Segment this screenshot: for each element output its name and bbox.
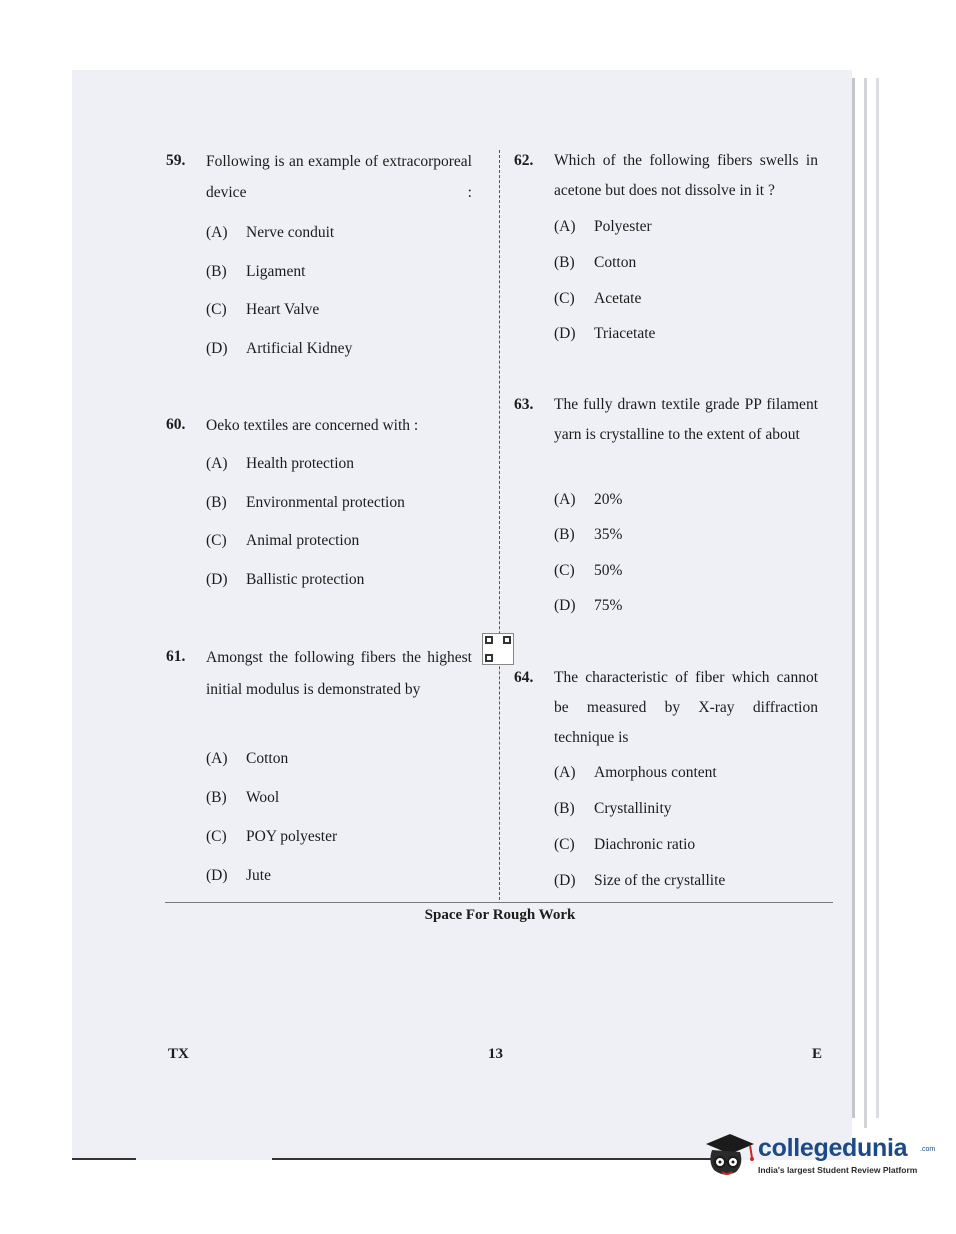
option-label: (A) — [554, 764, 576, 781]
question-text: Oeko textiles are concerned with : — [206, 417, 419, 434]
option-a — [554, 491, 622, 509]
rough-work-heading: Space For Rough Work — [424, 907, 576, 923]
option-label: (C) — [206, 532, 227, 549]
option-text: Artificial Kidney — [246, 340, 353, 357]
question-number: 63. — [514, 396, 534, 413]
page-edge — [852, 78, 855, 1118]
option-label: (D) — [206, 571, 228, 588]
option-a — [554, 218, 652, 236]
option-d — [206, 340, 352, 358]
option-d — [554, 325, 655, 343]
option-text: 75% — [594, 597, 623, 614]
option-text: Ballistic protection — [246, 571, 365, 588]
option-a — [206, 750, 288, 768]
rough-work-rule — [165, 902, 833, 903]
option-text: Acetate — [594, 290, 642, 307]
option-text: Polyester — [594, 218, 652, 235]
option-b — [206, 263, 305, 281]
option-label: (B) — [554, 254, 575, 271]
bottom-rule — [272, 1158, 712, 1160]
option-text: POY polyester — [246, 828, 338, 845]
question-text: The characteristic of fiber which cannot be measured by X-ray diffraction technique is — [554, 669, 818, 746]
question-number: 61. — [166, 648, 186, 665]
option-text: Size of the crystallite — [594, 872, 726, 889]
brand-domain: .com — [920, 1146, 936, 1153]
option-label: (A) — [206, 455, 228, 472]
qr-code-icon — [482, 633, 514, 665]
option-text: 50% — [594, 562, 623, 579]
brand-name: collegedunia — [758, 1134, 908, 1162]
column-divider — [499, 150, 500, 900]
right-column — [514, 0, 818, 1234]
option-b — [206, 494, 405, 512]
question-text: Following is an example of extracorporeal device : — [206, 153, 472, 201]
option-label: (B) — [206, 789, 227, 806]
option-text: Animal protection — [246, 532, 360, 549]
question-number: 64. — [514, 669, 534, 686]
option-b — [554, 254, 636, 272]
question-text: The fully drawn textile grade PP filament yarn is crystalline to the extent of about — [554, 396, 818, 443]
option-label: (C) — [206, 828, 227, 845]
graduate-mascot-icon — [700, 1130, 756, 1190]
option-c — [206, 828, 337, 846]
option-text: 35% — [594, 526, 623, 543]
option-c — [554, 290, 641, 308]
option-label: (A) — [206, 750, 228, 767]
page-edge — [864, 78, 867, 1128]
option-a — [206, 455, 354, 473]
question-number: 59. — [166, 152, 186, 169]
option-label: (B) — [206, 494, 227, 511]
question-text: Which of the following fibers swells in acetone but does not dissolve in it ? — [554, 152, 818, 199]
question-number: 62. — [514, 152, 534, 169]
bottom-rule — [72, 1158, 136, 1160]
option-c — [206, 532, 359, 550]
option-text: Triacetate — [594, 325, 656, 342]
option-text: Nerve conduit — [246, 224, 335, 241]
option-label: (C) — [554, 836, 575, 853]
option-label: (D) — [554, 325, 576, 342]
option-label: (D) — [554, 872, 576, 889]
question-text: Amongst the following fibers the highest initial modulus is demonstrated by — [206, 649, 472, 698]
question-number: 60. — [166, 416, 186, 433]
brand-tagline: India's largest Student Review Platform — [758, 1165, 918, 1175]
page-edge — [876, 78, 879, 1118]
option-c — [206, 301, 319, 319]
option-b — [206, 789, 279, 807]
footer-series: E — [812, 1046, 823, 1062]
option-label: (B) — [554, 800, 575, 817]
left-column — [166, 0, 472, 1234]
option-d — [554, 872, 725, 890]
option-label: (D) — [206, 340, 228, 357]
option-label: (A) — [554, 218, 576, 235]
option-a — [554, 764, 717, 782]
option-label: (D) — [206, 867, 228, 884]
option-b — [554, 800, 672, 818]
option-d — [206, 867, 271, 885]
option-label: (D) — [554, 597, 576, 614]
option-label: (B) — [554, 526, 575, 543]
option-label: (A) — [206, 224, 228, 241]
option-text: Heart Valve — [246, 301, 320, 318]
option-c — [554, 562, 622, 580]
option-label: (C) — [206, 301, 227, 318]
footer-page-number: 13 — [488, 1046, 503, 1062]
option-text: 20% — [594, 491, 623, 508]
option-text: Cotton — [246, 750, 289, 767]
option-text: Wool — [246, 789, 280, 806]
option-text: Health protection — [246, 455, 355, 472]
option-label: (A) — [554, 491, 576, 508]
option-text: Diachronic ratio — [594, 836, 696, 853]
option-text: Amorphous content — [594, 764, 717, 781]
collegedunia-logo — [700, 1130, 940, 1190]
option-text: Ligament — [246, 263, 306, 280]
option-text: Jute — [246, 867, 271, 884]
option-text: Environmental protection — [246, 494, 405, 511]
option-label: (C) — [554, 290, 575, 307]
footer-paper-code: TX — [168, 1046, 189, 1062]
option-label: (C) — [554, 562, 575, 579]
option-text: Cotton — [594, 254, 637, 271]
option-label: (B) — [206, 263, 227, 280]
option-d — [554, 597, 622, 615]
option-c — [554, 836, 695, 854]
option-a — [206, 224, 334, 242]
option-b — [554, 526, 622, 544]
option-d — [206, 571, 364, 589]
option-text: Crystallinity — [594, 800, 672, 817]
